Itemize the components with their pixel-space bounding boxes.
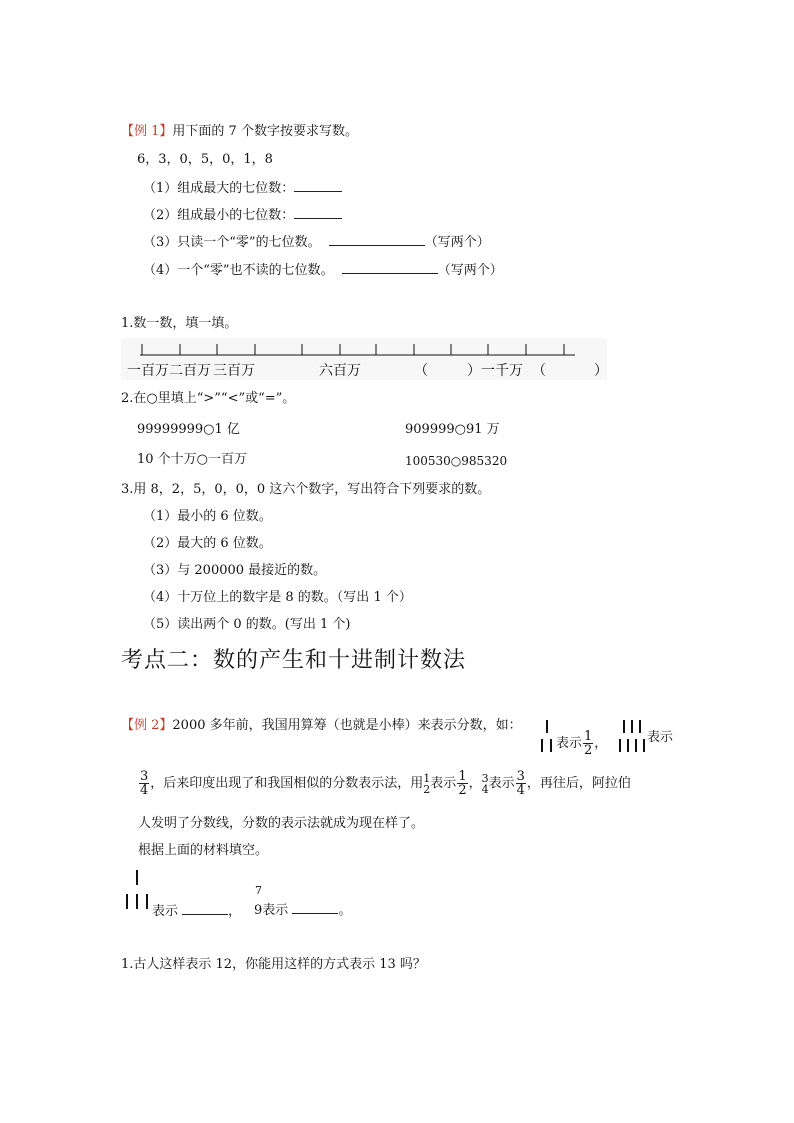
example-text: ，再往后，阿拉伯 <box>526 776 631 791</box>
problem-3-title: 3.用 8，2，5，0，0，0 这六个数字，写出符合下列要求的数。 <box>121 482 491 497</box>
question-text: （3）只读一个“零”的七位数。 <box>143 235 321 250</box>
number-line-label: ）一千万 <box>467 363 523 379</box>
section-heading: 考点二：数的产生和十进制计数法 <box>121 648 467 673</box>
example-2-line-2: $\frac{3}{4}$ ，后来印度出现了和我国相似的分数表示法，用 1 2 表示 $\frac{1}{2}$ ， 3 4 表示 $\frac{3}{4}$ ，再往后，阿拉伯 <box>140 769 631 798</box>
answer-blank[interactable] <box>329 233 425 246</box>
problem-4-title: 1.古人这样表示 12，你能用这样的方式表示 13 吗？ <box>121 957 426 972</box>
fraction-one-half: $\frac{1}{2}$ <box>458 769 467 798</box>
problem-1-title: 1.数一数，填一填。 <box>121 316 238 331</box>
example-2-line-4: 根据上面的材料填空。 <box>138 843 269 858</box>
number-line <box>121 338 607 358</box>
question-note: （写两个） <box>437 263 503 278</box>
answer-blank[interactable] <box>342 261 438 274</box>
number-line-label: ） <box>594 363 608 379</box>
fraction-three-quarters: $\frac{3}{4}$ <box>516 769 525 798</box>
example-tag: 【例 2】 <box>121 718 173 733</box>
counting-rods-one-half-icon <box>538 718 556 754</box>
example-text: ，后来印度出现了和我国相似的分数表示法，用 <box>150 776 424 791</box>
list-item: （3）与 200000 最接近的数。 <box>143 563 327 578</box>
compare-item: 10 个十万○一百万 <box>137 452 248 467</box>
answer-blank[interactable] <box>182 902 228 915</box>
indian-fraction-three-quarters: 3 4 <box>481 771 489 796</box>
number-line-label: 二百万 <box>169 363 211 379</box>
number-line-label: （ <box>532 363 546 379</box>
example-2-line-3: 人发明了分数线，分数的表示法就成为现在样了。 <box>138 816 425 831</box>
example-2-biaoshi-2: 表示 <box>647 730 674 745</box>
question-2 <box>143 206 342 224</box>
question-text: （2）组成最小的七位数： <box>143 208 295 223</box>
example-2-line-1 <box>121 718 522 734</box>
question-1 <box>143 179 342 197</box>
answer-blank[interactable] <box>294 206 342 219</box>
question-text: （1）组成最大的七位数： <box>143 181 295 196</box>
number-line-label: （ <box>414 363 428 379</box>
list-item: （5）读出两个 0 的数。(写出 1 个) <box>143 617 351 632</box>
example-2-biaoshi: 表示 $\frac{1}{2}$ ， <box>556 729 608 758</box>
question-4 <box>143 261 503 279</box>
fill-line-2: 9表示 。 <box>254 903 352 918</box>
example-text: 2000 多年前，我国用算筹（也就是小棒）来表示分数，如： <box>172 718 522 733</box>
fraction-one-half: $\frac{1}{2}$ <box>584 729 593 758</box>
compare-item: 909999○91 万 <box>405 422 500 437</box>
example-prompt: 用下面的 7 个数字按要求写数。 <box>172 124 358 139</box>
digit-list: 6，3，0，5，0，1，8 <box>137 152 273 167</box>
list-item: （4）十万位上的数字是 8 的数。（写出 1 个） <box>143 590 412 605</box>
question-text: （4）一个“零”也不读的七位数。 <box>143 263 334 278</box>
counting-rods-question-icon <box>122 867 152 913</box>
question-3 <box>143 233 490 251</box>
answer-blank[interactable] <box>292 901 338 914</box>
example-1-header <box>121 124 358 140</box>
number-line-label: 一百万 <box>127 363 169 379</box>
list-item: （2）最大的 6 位数。 <box>143 536 272 551</box>
question-note: （写两个） <box>424 235 490 250</box>
example-tag: 【例 1】 <box>121 124 173 139</box>
example-text: 表示 <box>262 903 289 918</box>
list-item: （1）最小的 6 位数。 <box>143 509 272 524</box>
example-text: 表示 <box>152 904 179 919</box>
fill-line: 表示 ， <box>152 904 242 919</box>
counting-rods-three-quarters-icon <box>617 718 647 754</box>
indian-fraction-seven: 7 <box>255 884 262 897</box>
indian-fraction-one-half: 1 2 <box>423 771 431 796</box>
fraction-three-quarters: $\frac{3}{4}$ <box>140 769 149 798</box>
answer-blank[interactable] <box>294 179 342 192</box>
example-text: 表示 <box>556 736 583 751</box>
number-line-label: 六百万 <box>319 363 361 379</box>
number-line-label: 三百万 <box>213 363 255 379</box>
number-line-box <box>121 338 607 380</box>
compare-item: 100530○985320 <box>405 454 508 468</box>
problem-2-title: 2.在○里填上“>”“<”或“=”。 <box>121 391 296 406</box>
compare-item: 99999999○1 亿 <box>137 422 240 437</box>
